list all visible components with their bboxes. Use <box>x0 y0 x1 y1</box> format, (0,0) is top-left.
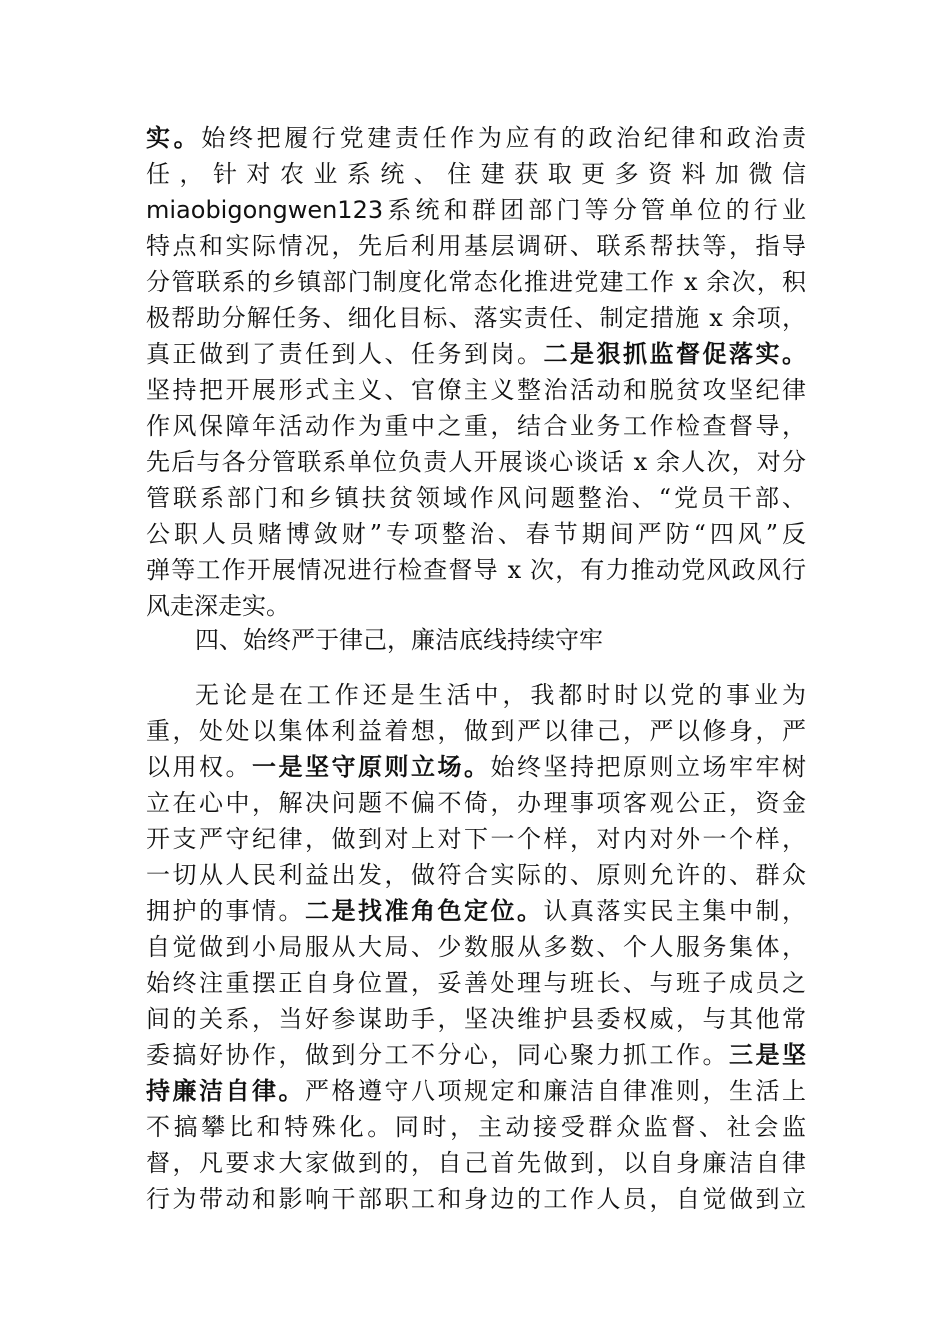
paragraph-2-line-3 <box>146 749 806 785</box>
paragraph-1-line-5: 分管联系的乡镇部门制度化常态化推进党建工作 x 余次，积 <box>146 268 806 296</box>
paragraph-2-line-8: 自觉做到小局服从大局、少数服从多数、个人服务集体， <box>146 933 806 961</box>
paragraph-2-line-15: 行为带动和影响干部职工和身边的工作人员，自觉做到立 <box>146 1185 806 1213</box>
paragraph-1-line-8: 坚持把开展形式主义、官僚主义整治活动和脱贫攻坚纪律 <box>146 376 806 404</box>
paragraph-2-line-7 <box>146 893 806 929</box>
body-text: 委搞好协作，做到分工不分心，同心聚力抓工作。 <box>146 1041 729 1069</box>
paragraph-2-line-5: 开支严守纪律，做到对上对下一个样，对内对外一个样， <box>146 825 806 853</box>
body-text: 以用权。 <box>146 753 252 781</box>
bold-phrase: 持廉洁自律。 <box>146 1076 305 1105</box>
body-text: 系统和群团部门等分管单位的行业 <box>383 196 806 224</box>
paragraph-2-line-13: 不搞攀比和特殊化。同时，主动接受群众监督、社会监 <box>146 1113 806 1141</box>
paragraph-1-line-1 <box>146 120 806 156</box>
paragraph-2-line-6: 一切从人民利益出发，做符合实际的、原则允许的、群众 <box>146 861 806 889</box>
paragraph-2-line-11 <box>146 1037 806 1073</box>
paragraph-1-line-12: 公职人员赌博敛财”专项整治、春节期间严防“四风”反 <box>146 520 806 548</box>
body-text: 任，针对农业系统、住建 <box>146 160 515 188</box>
bold-phrase: 二是狠抓监督促落实。 <box>543 339 806 368</box>
paragraph-1-line-9: 作风保障年活动作为重中之重，结合业务工作检查督导， <box>146 412 806 440</box>
watermark-text: 获取更多资料加微信 <box>514 160 806 188</box>
body-text: 拥护的事情。 <box>146 897 305 925</box>
paragraph-1-line-2 <box>146 156 806 192</box>
paragraph-1-line-10: 先后与各分管联系单位负责人开展谈心谈话 x 余人次，对分 <box>146 448 806 476</box>
bold-phrase: 三是坚 <box>729 1040 806 1069</box>
body-text: 始终把履行党建责任作为应有的政治纪律和政治责 <box>201 124 806 152</box>
body-text: 严格遵守八项规定和廉洁自律准则，生活上 <box>305 1077 806 1105</box>
paragraph-2-line-12 <box>146 1073 806 1109</box>
paragraph-1-line-3 <box>146 192 806 228</box>
bold-phrase: 一是坚守原则立场。 <box>252 752 491 781</box>
bold-phrase: 二是找准角色定位。 <box>305 896 544 925</box>
paragraph-2-line-10: 间的关系，当好参谋助手，坚决维护县委权威，与其他常 <box>146 1005 806 1033</box>
watermark-text: miaobigongwen123 <box>146 196 384 224</box>
paragraph-2-line-2: 重，处处以集体利益着想，做到严以律己，严以修身，严 <box>146 717 806 745</box>
paragraph-2-line-14: 督，凡要求大家做到的，自己首先做到，以自身廉洁自律 <box>146 1149 806 1177</box>
paragraph-1-line-6: 极帮助分解任务、细化目标、落实责任、制定措施 x 余项， <box>146 304 806 332</box>
paragraph-1-line-13: 弹等工作开展情况进行检查督导 x 次，有力推动党风政风行 <box>146 556 806 584</box>
paragraph-1-line-11: 管联系部门和乡镇扶贫领域作风问题整治、“党员干部、 <box>146 484 806 512</box>
paragraph-1-line-4: 特点和实际情况，先后利用基层调研、联系帮扶等，指导 <box>146 232 806 260</box>
section-heading: 四、始终严于律己，廉洁底线持续守牢 <box>195 626 603 654</box>
body-text: 真正做到了责任到人、任务到岗。 <box>146 340 544 368</box>
paragraph-2-line-4: 立在心中，解决问题不偏不倚，办理事项客观公正，资金 <box>146 789 806 817</box>
paragraph-1-line-7 <box>146 336 806 372</box>
body-text: 认真落实民主集中制， <box>543 897 806 925</box>
paragraph-2-line-9: 始终注重摆正自身位置，妥善处理与班长、与班子成员之 <box>146 969 806 997</box>
bold-phrase: 实。 <box>146 123 202 152</box>
body-text: 始终坚持把原则立场牢牢树 <box>490 753 806 781</box>
paragraph-2-line-1: 无论是在工作还是生活中，我都时时以党的事业为 <box>195 681 806 709</box>
paragraph-1-line-14: 风走深走实。 <box>146 592 290 620</box>
